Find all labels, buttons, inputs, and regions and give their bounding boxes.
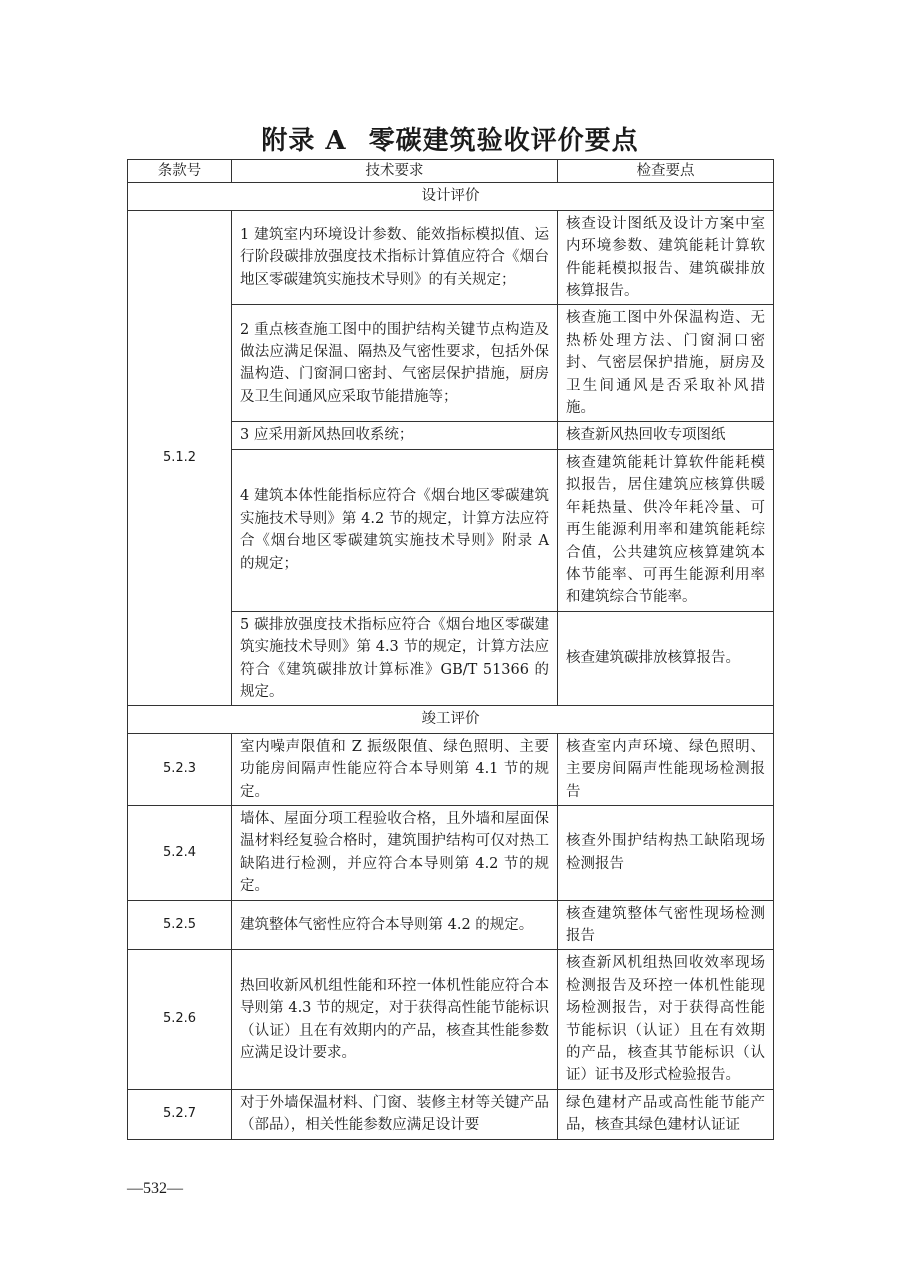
page-number: —532— [127,1180,183,1197]
page-title [0,120,900,157]
table-row [128,1089,774,1139]
clause-number: 5.2.7 [128,1089,232,1139]
clause-number: 5.2.6 [128,950,232,1089]
appendix-title-text: 零碳建筑验收评价要点 [368,126,639,156]
clause-number: 5.1.2 [128,210,232,706]
check-cell: 核查建筑碳排放核算报告。 [558,611,774,706]
section-row-design [128,183,774,210]
appendix-label: 附录 A [261,126,347,156]
acceptance-evaluation-table [127,159,774,1140]
table-row [128,805,774,900]
section-title-design: 设计评价 [128,183,774,210]
table-row [128,210,774,305]
table-row [128,950,774,1089]
requirement-cell: 墙体、屋面分项工程验收合格，且外墙和屋面保温材料经复验合格时，建筑围护结构可仅对热工缺陷进行检测，并应符合本导则第 4.2 节的规定。 [232,805,558,900]
requirement-cell: 室内噪声限值和 Z 振级限值、绿色照明、主要功能房间隔声性能应符合本导则第 4.1 节的规定。 [232,733,558,805]
check-cell: 核查设计图纸及设计方案中室内环境参数、建筑能耗计算软件能耗模拟报告、建筑碳排放核算报告。 [558,210,774,305]
table-header-row [128,160,774,183]
header-technical-requirements: 技术要求 [232,160,558,183]
section-row-completion [128,706,774,733]
check-cell: 核查新风热回收专项图纸 [558,422,774,449]
table-row [128,900,774,950]
check-cell: 核查室内声环境、绿色照明、主要房间隔声性能现场检测报告 [558,733,774,805]
clause-number: 5.2.5 [128,900,232,950]
section-title-completion: 竣工评价 [128,706,774,733]
check-cell: 核查建筑整体气密性现场检测报告 [558,900,774,950]
header-check-points: 检查要点 [558,160,774,183]
check-cell: 核查建筑能耗计算软件能耗模拟报告，居住建筑应核算供暖年耗热量、供冷年耗冷量、可再生能源利用率和建筑能耗综合值，公共建筑应核算建筑本体节能率、可再生能源利用率和建筑综合节能率。 [558,449,774,611]
requirement-cell: 热回收新风机组性能和环控一体机性能应符合本导则第 4.3 节的规定，对于获得高性能节能标识（认证）且在有效期内的产品，核查其性能参数应满足设计要求。 [232,950,558,1089]
clause-number: 5.2.3 [128,733,232,805]
check-cell: 核查外围护结构热工缺陷现场检测报告 [558,805,774,900]
table-row [128,733,774,805]
check-cell: 核查新风机组热回收效率现场检测报告及环控一体机性能现场检测报告，对于获得高性能节能标识（认证）且在有效期的产品，核查其节能标识（认证）证书及形式检验报告。 [558,950,774,1089]
requirement-cell: 5 碳排放强度技术指标应符合《烟台地区零碳建筑实施技术导则》第 4.3 节的规定，计算方法应符合《建筑碳排放计算标准》GB/T 51366 的规定。 [232,611,558,706]
check-cell: 绿色建材产品或高性能节能产品，核查其绿色建材认证证 [558,1089,774,1139]
requirement-cell: 2 重点核查施工图中的围护结构关键节点构造及做法应满足保温、隔热及气密性要求，包括外保温构造、门窗洞口密封、气密层保护措施，厨房及卫生间通风应采取节能措施等； [232,305,558,422]
requirement-cell: 建筑整体气密性应符合本导则第 4.2 的规定。 [232,900,558,950]
requirement-cell: 3 应采用新风热回收系统； [232,422,558,449]
requirement-cell: 1 建筑室内环境设计参数、能效指标模拟值、运行阶段碳排放强度技术指标计算值应符合《烟台地区零碳建筑实施技术导则》的有关规定； [232,210,558,305]
requirement-cell: 4 建筑本体性能指标应符合《烟台地区零碳建筑实施技术导则》第 4.2 节的规定，计算方法应符合《烟台地区零碳建筑实施技术导则》附录 A 的规定； [232,449,558,611]
header-clause-number: 条款号 [128,160,232,183]
check-cell: 核查施工图中外保温构造、无热桥处理方法、门窗洞口密封、气密层保护措施，厨房及卫生间通风是否采取补风措施。 [558,305,774,422]
requirement-cell: 对于外墙保温材料、门窗、装修主材等关键产品（部品），相关性能参数应满足设计要 [232,1089,558,1139]
clause-number: 5.2.4 [128,805,232,900]
